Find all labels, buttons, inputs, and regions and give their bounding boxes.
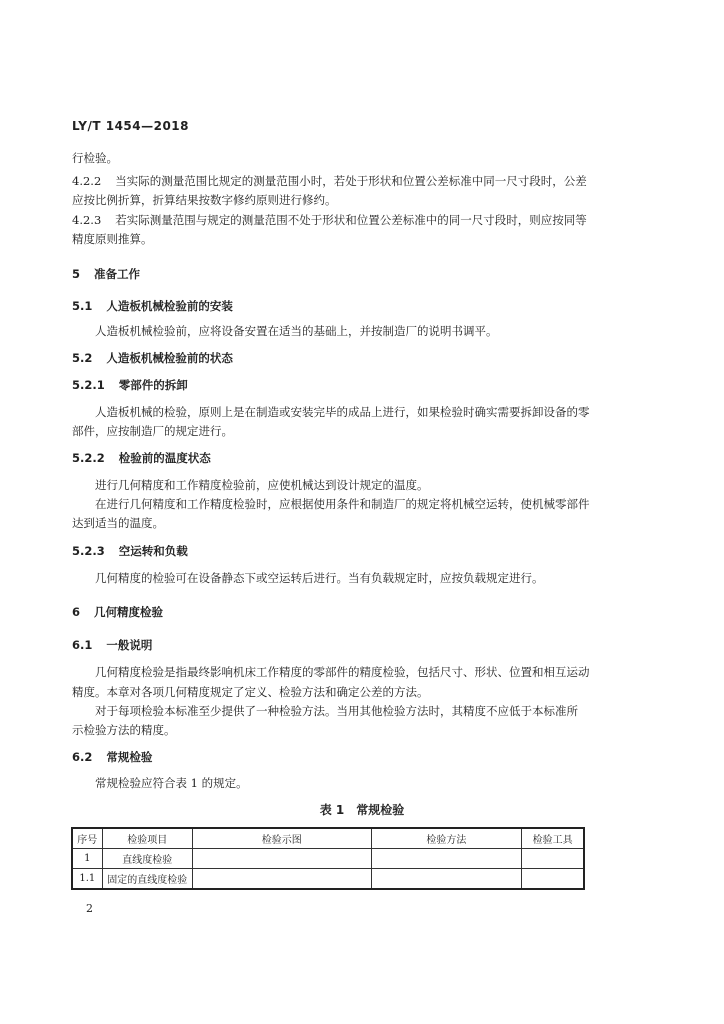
cell-method bbox=[371, 869, 522, 890]
clause-4-2-2-line-2: 应按比例折算，折算结果按数字修约原则进行修约。 bbox=[72, 193, 337, 207]
header-serial: 序号 bbox=[72, 828, 102, 849]
section-5-2-3-heading bbox=[72, 543, 188, 559]
clause-4-2-3-line-2: 精度原则推算。 bbox=[72, 232, 153, 246]
section-5-2-1-heading bbox=[72, 377, 188, 393]
header-tool: 检验工具 bbox=[522, 828, 584, 849]
clause-text: 若实际测量范围与规定的测量范围不处于形状和位置公差标准中的同一尺寸段时，则应按同等 bbox=[115, 213, 587, 227]
cell-item: 固定的直线度检验 bbox=[102, 869, 192, 890]
table-header-row bbox=[72, 828, 584, 849]
section-title: 常规检验 bbox=[106, 750, 153, 764]
section-title: 零部件的拆卸 bbox=[118, 378, 188, 392]
cell-diagram bbox=[192, 869, 371, 890]
section-title: 空运转和负载 bbox=[118, 544, 188, 558]
section-5-2-heading bbox=[72, 350, 233, 366]
section-5-2-2-line-3: 达到适当的温度。 bbox=[72, 516, 164, 530]
table-title: 表 1 常规检验 bbox=[319, 803, 405, 817]
section-5-2-1-line-1: 人造板机械的检验，原则上是在制造或安装完毕的成品上进行，如果检验时确实需要拆卸设备的零 bbox=[95, 405, 590, 419]
section-5-1-paragraph: 人造板机械检验前，应将设备安置在适当的基础上，并按制造厂的说明书调平。 bbox=[95, 324, 498, 338]
table-row bbox=[72, 849, 584, 869]
section-5-2-2-line-2: 在进行几何精度和工作精度检验时，应根据使用条件和制造厂的规定将机械空运转，使机械零部件 bbox=[95, 497, 590, 511]
section-title: 准备工作 bbox=[94, 267, 141, 281]
cell-diagram bbox=[192, 849, 371, 869]
section-number: 5.2.3 bbox=[72, 544, 105, 558]
standard-code: LY/T 1454—2018 bbox=[72, 119, 190, 133]
cell-tool bbox=[522, 869, 584, 890]
header-diagram: 检验示图 bbox=[192, 828, 371, 849]
clause-text: 当实际的测量范围比规定的测量范围小时，若处于形状和位置公差标准中同一尺寸段时，公差 bbox=[115, 174, 587, 188]
section-number: 5.2.2 bbox=[72, 451, 105, 465]
clause-number: 4.2.2 bbox=[72, 174, 102, 188]
section-6-2-heading bbox=[72, 749, 152, 765]
section-number: 5.2.1 bbox=[72, 378, 105, 392]
cell-method bbox=[371, 849, 522, 869]
section-6-1-line-3: 对于每项检验本标准至少提供了一种检验方法。当用其他检验方法时，其精度不应低于本标准所 bbox=[95, 704, 578, 718]
section-6-1-line-2: 精度。本章对各项几何精度规定了定义、检验方法和确定公差的方法。 bbox=[72, 685, 429, 699]
page-number: 2 bbox=[86, 902, 93, 915]
section-6-1-heading bbox=[72, 637, 152, 653]
cell-tool bbox=[522, 849, 584, 869]
section-number: 6 bbox=[72, 605, 81, 619]
clause-4-2-2-line-1 bbox=[72, 173, 587, 189]
header-method: 检验方法 bbox=[371, 828, 522, 849]
section-title: 人造板机械检验前的状态 bbox=[106, 351, 233, 365]
section-title: 检验前的温度状态 bbox=[118, 451, 211, 465]
section-6-1-line-4: 示检验方法的精度。 bbox=[72, 723, 176, 737]
section-title: 一般说明 bbox=[106, 638, 153, 652]
table-row bbox=[72, 869, 584, 890]
section-number: 5.2 bbox=[72, 351, 93, 365]
section-number: 5.1 bbox=[72, 299, 93, 313]
section-number: 6.2 bbox=[72, 750, 93, 764]
section-title: 人造板机械检验前的安装 bbox=[106, 299, 233, 313]
section-title: 几何精度检验 bbox=[94, 605, 164, 619]
section-5-2-3-paragraph: 几何精度的检验可在设备静态下或空运转后进行。当有负载规定时，应按负载规定进行。 bbox=[95, 571, 544, 585]
clause-4-2-3-line-1 bbox=[72, 212, 587, 228]
cell-serial: 1 bbox=[72, 849, 102, 869]
cell-item: 直线度检验 bbox=[102, 849, 192, 869]
section-5-heading bbox=[72, 266, 140, 282]
section-5-2-1-line-2: 部件，应按制造厂的规定进行。 bbox=[72, 424, 233, 438]
section-6-heading bbox=[72, 604, 163, 620]
header-item: 检验项目 bbox=[102, 828, 192, 849]
paragraph-continuation: 行检验。 bbox=[72, 151, 118, 165]
section-5-1-heading bbox=[72, 298, 233, 314]
section-6-2-paragraph: 常规检验应符合表 1 的规定。 bbox=[95, 776, 248, 790]
section-number: 6.1 bbox=[72, 638, 93, 652]
section-6-1-line-1: 几何精度检验是指最终影响机床工作精度的零部件的精度检验，包括尺寸、形状、位置和相互运动 bbox=[95, 665, 590, 679]
section-5-2-2-heading bbox=[72, 450, 211, 466]
section-number: 5 bbox=[72, 267, 81, 281]
section-5-2-2-line-1: 进行几何精度和工作精度检验前，应使机械达到设计规定的温度。 bbox=[95, 478, 429, 492]
inspection-table bbox=[71, 827, 585, 890]
clause-number: 4.2.3 bbox=[72, 213, 102, 227]
cell-serial: 1.1 bbox=[72, 869, 102, 890]
